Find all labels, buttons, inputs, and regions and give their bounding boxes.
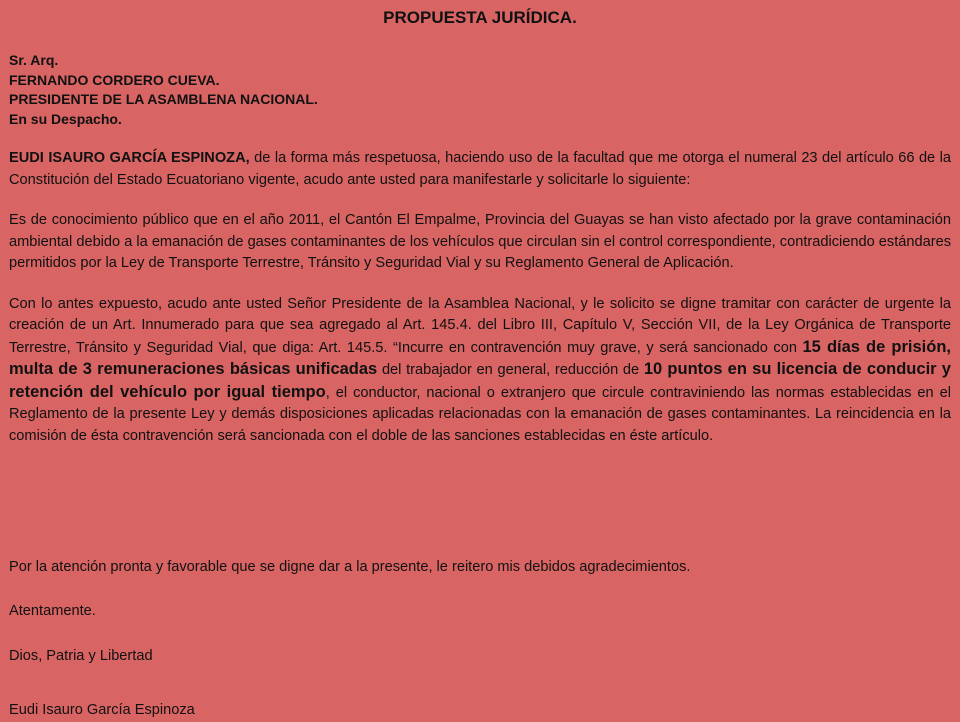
recipient-block	[9, 51, 951, 129]
proposal-text-1: Con lo antes expuesto, acudo ante usted Señor Presidente de la Asamblea Nacional, y le solicito se digne tramitar con carácter de urgente la creación de un Art. Innumerado para que sea agregado al Art. 145.4. del Libro III, Capítulo V, Sección VII, de la Ley Orgánica de Transporte Terrestre, Tránsito y Seguridad Vial, que diga: Art. 145.5. “Incurre en contravención muy grave, y será sancionado con	[9, 295, 951, 356]
proposal-text-2: del trabajador en general, reducción de	[377, 362, 644, 378]
recipient-position: PRESIDENTE DE LA ASAMBLENA NACIONAL.	[9, 91, 318, 107]
motto-line: Dios, Patria y Libertad	[9, 648, 153, 664]
document-title: PROPUESTA JURÍDICA.	[383, 8, 577, 27]
signature-line: Eudi Isauro García Espinoza	[9, 702, 195, 718]
intro-text: de la forma más respetuosa, haciendo uso de la facultad que me otorga el numeral 23 del artículo 66 de la Constitución del Estado Ecuatoriano vigente, acudo ante usted para manifestarle y solicitarle lo siguiente:	[9, 150, 951, 188]
thanks-paragraph: Por la atención pronta y favorable que se digne dar a la presente, le reitero mis debidos agradecimientos.	[9, 559, 691, 575]
context-paragraph: Es de conocimiento público que en el año 2011, el Cantón El Empalme, Provincia del Guayas se han visto afectado por la grave contaminación ambiental debido a la emanación de gases contaminantes de los vehículos que circulan sin el control correspondiente, contradiciendo estándares permitidos por la Ley de Transporte Terrestre, Tránsito y Seguridad Vial y su Reglamento General de Aplicación.	[9, 212, 951, 271]
recipient-office: En su Despacho.	[9, 110, 122, 127]
intro-paragraph	[9, 148, 951, 191]
sender-name: EUDI ISAURO GARCÍA ESPINOZA,	[9, 150, 250, 166]
proposal-text-3: , el conductor, nacional o extranjero que circule contraviniendo las normas establecidas en el Reglamento de la presente Ley y demás disposiciones aplicadas relacionadas con la emanación de gases contaminantes. La reincidencia en la comisión de ésta contravención será sancionada con el doble de las sanciones establecidas en éste artículo.	[9, 384, 951, 444]
proposal-penalty-emphasis: 15 días de prisión, multa de 3 remuneraciones básicas unificadas	[9, 337, 951, 378]
recipient-name: FERNANDO CORDERO CUEVA.	[9, 71, 220, 88]
closing-line: Atentamente.	[9, 603, 96, 619]
recipient-salutation: Sr. Arq.	[9, 52, 59, 68]
proposal-paragraph	[9, 294, 951, 448]
proposal-license-emphasis: 10 puntos en su licencia de conducir y retención del vehículo por igual tiempo	[9, 360, 951, 401]
